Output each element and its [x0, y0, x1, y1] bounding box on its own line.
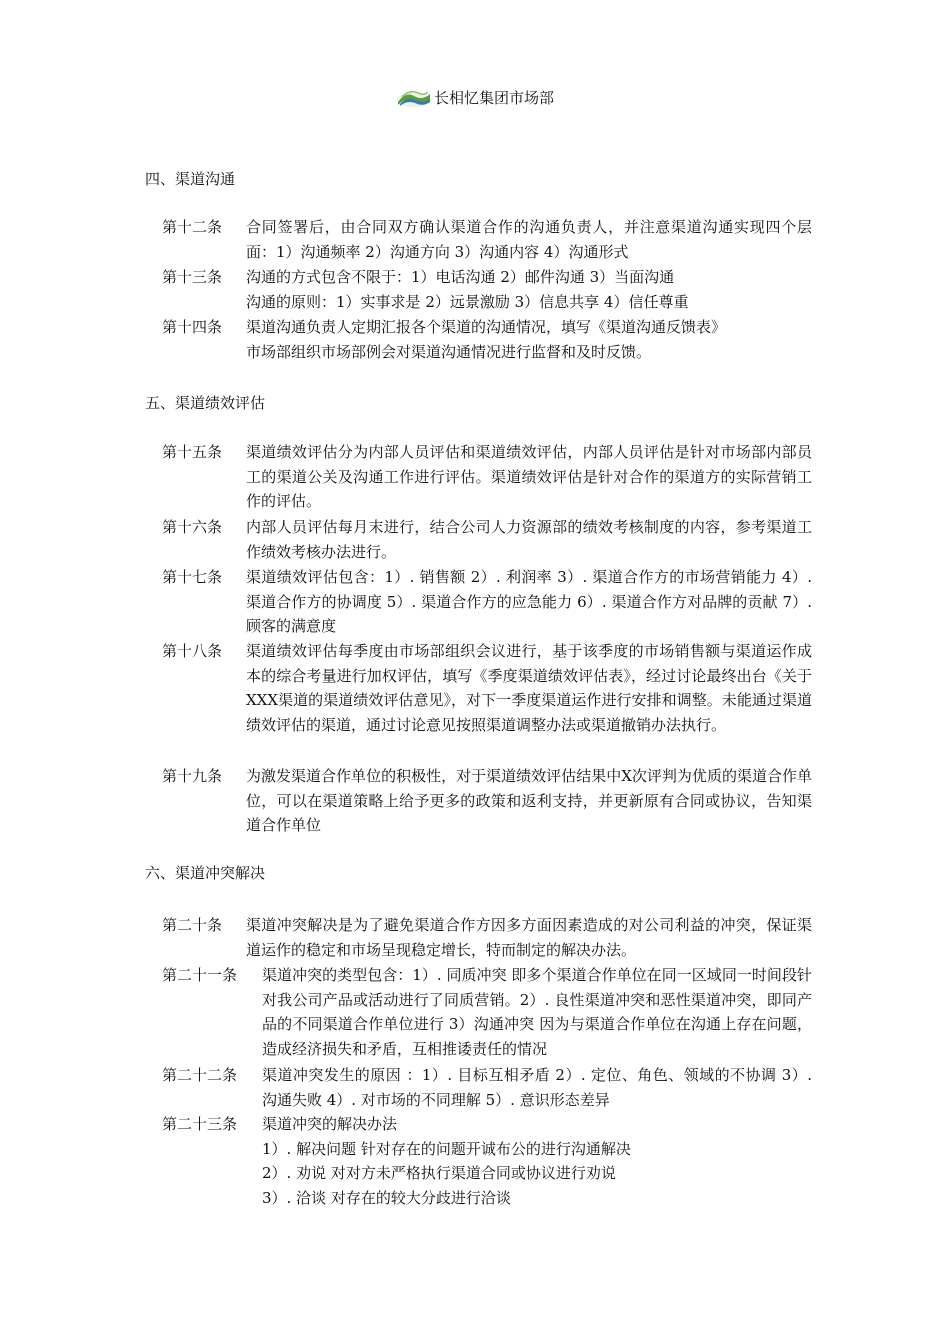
article-paragraph: 渠道冲突发生的原因 ：1）. 目标互相矛盾 2）. 定位、角色、领域的不协调 3）. 沟通失败 4）. 对市场的不同理解 5）. 意识形态差异 [262, 1066, 812, 1109]
article-paragraph: 渠道冲突解决是为了避免渠道合作方因多方面因素造成的对公司利益的冲突，保证渠道运作的稳定和市场呈现稳定增长，特而制定的解决办法。 [246, 916, 812, 959]
article-21 [162, 963, 812, 1061]
article-label: 第十九条 [162, 767, 223, 785]
article-14 [162, 315, 812, 364]
article-paragraph: 渠道绩效评估分为内部人员评估和渠道绩效评估，内部人员评估是针对市场部内部员工的渠道公关及沟通工作进行评估。渠道绩效评估是针对合作的渠道方的实际营销工作的评估。 [246, 443, 812, 510]
article-13 [162, 265, 812, 314]
article-label: 第二十一条 [162, 966, 238, 984]
article-15 [162, 440, 812, 514]
article-paragraph: 内部人员评估每月末进行，结合公司人力资源部的绩效考核制度的内容，参考渠道工作绩效考核办法进行。 [246, 518, 812, 561]
section-title-channel-performance: 五、渠道绩效评估 [145, 394, 266, 412]
article-12 [162, 215, 812, 264]
article-label: 第十八条 [162, 642, 223, 660]
article-label: 第二十条 [162, 916, 223, 934]
article-18 [162, 639, 812, 737]
section-title-channel-communication: 四、渠道沟通 [145, 170, 236, 188]
article-list-item: 2）. 劝说 对对方未严格执行渠道合同或协议进行劝说 [262, 1164, 616, 1182]
article-paragraph: 渠道冲突的解决办法 [262, 1115, 398, 1133]
company-logo-icon [396, 87, 432, 109]
article-paragraph: 渠道沟通负责人定期汇报各个渠道的沟通情况，填写《渠道沟通反馈表》 [246, 318, 727, 336]
article-22 [162, 1063, 812, 1112]
article-label: 第十二条 [162, 218, 223, 236]
article-paragraph: 合同签署后，由合同双方确认渠道合作的沟通负责人，并注意渠道沟通实现四个层面：1）沟通频率 2）沟通方向 3）沟通内容 4）沟通形式 [246, 218, 812, 261]
section-title-channel-conflict: 六、渠道冲突解决 [145, 864, 266, 882]
article-label: 第二十二条 [162, 1066, 238, 1084]
article-label: 第十七条 [162, 568, 223, 586]
article-paragraph: 市场部组织市场部例会对渠道沟通情况进行监督和及时反馈。 [246, 342, 652, 361]
article-23 [162, 1112, 812, 1210]
article-paragraph: 渠道绩效评估包含：1）. 销售额 2）. 利润率 3）. 渠道合作方的市场营销能力 4）. 渠道合作方的协调度 5）. 渠道合作方的应急能力 6）. 渠道合作方对品牌的贡献 7）. 顾客的满意度 [246, 568, 812, 635]
article-paragraph: 渠道冲突的类型包含：1）. 同质冲突 即多个渠道合作单位在同一区域同一时间段针对我公司产品或活动进行了同质营销。2）. 良性渠道冲突和恶性渠道冲突，即同产品的不同渠道合作单位进行 3）沟通冲突 因为与渠道合作单位在沟通上存在问题，造成经济损失和矛盾，互相推诿责任的情况 [262, 966, 812, 1058]
article-paragraph: 沟通的方式包含不限于：1）电话沟通 2）邮件沟通 3）当面沟通 [246, 268, 675, 286]
article-label: 第十四条 [162, 318, 223, 336]
article-label: 第十六条 [162, 518, 223, 536]
header-title: 长相忆集团市场部 [433, 89, 554, 107]
article-16 [162, 515, 812, 564]
page-header [0, 86, 950, 109]
article-list-item: 3）. 洽谈 对存在的较大分歧进行洽谈 [262, 1188, 511, 1207]
article-paragraph: 沟通的原则：1）实事求是 2）远景激励 3）信息共享 4）信任尊重 [246, 292, 689, 311]
article-label: 第十三条 [162, 268, 223, 286]
article-label: 第十五条 [162, 443, 223, 461]
article-19 [162, 764, 812, 838]
article-17 [162, 565, 812, 639]
article-paragraph: 渠道绩效评估每季度由市场部组织会议进行，基于该季度的市场销售额与渠道运作成本的综合考量进行加权评估，填写《季度渠道绩效评估表》，经过讨论最终出台《关于XXX渠道的渠道绩效评估意见》，对下一季度渠道运作进行安排和调整。未能通过渠道绩效评估的渠道，通过讨论意见按照渠道调整办法或渠道撤销办法执行。 [246, 642, 812, 734]
article-paragraph: 为激发渠道合作单位的积极性，对于渠道绩效评估结果中X次评判为优质的渠道合作单位，可以在渠道策略上给予更多的政策和返利支持，并更新原有合同或协议，告知渠道合作单位 [246, 767, 812, 834]
article-label: 第二十三条 [162, 1115, 238, 1133]
article-20 [162, 913, 812, 962]
article-list-item: 1）. 解决问题 针对存在的问题开诚布公的进行沟通解决 [262, 1139, 631, 1158]
